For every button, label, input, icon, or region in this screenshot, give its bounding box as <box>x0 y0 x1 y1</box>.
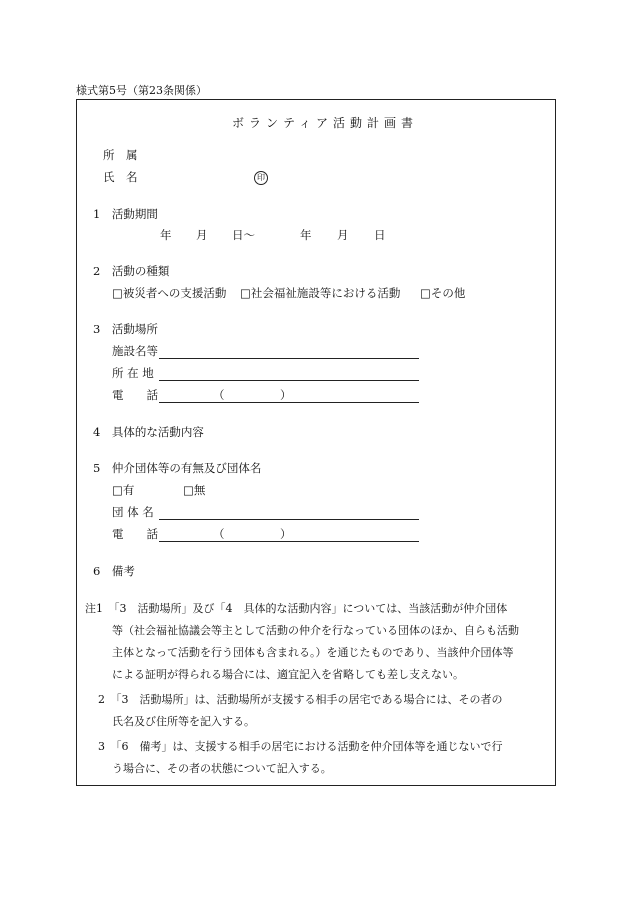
option-welfare-facility[interactable]: □社会福祉施設等における活動 <box>240 286 401 300</box>
note3-line2: う場合に、その者の状態について記入する。 <box>112 762 332 775</box>
option-other[interactable]: □その他 <box>420 286 466 300</box>
section3-heading: 3 活動場所 <box>93 322 158 336</box>
section5-heading: 5 仲介団体等の有無及び団体名 <box>93 461 262 475</box>
name-label: 氏 名 <box>103 170 138 184</box>
address-label: 所 在 地 <box>112 366 154 380</box>
date-month-1: 月 <box>196 228 208 242</box>
date-year-1: 年 <box>160 228 172 242</box>
affiliation-label: 所 属 <box>103 148 138 162</box>
seal-mark: 印 <box>254 171 268 185</box>
section4-heading: 4 具体的な活動内容 <box>93 425 204 439</box>
address-underline[interactable] <box>159 380 419 381</box>
phone-paren-close-1: ） <box>280 388 292 402</box>
note2-line1: 2 「3 活動場所」は、活動場所が支援する相手の居宅である場合には、その者の <box>98 693 503 706</box>
section2-heading: 2 活動の種類 <box>93 264 170 278</box>
phone-label-1: 電 話 <box>112 388 158 402</box>
note1-line1: 注1 「3 活動場所」及び「4 具体的な活動内容」については、当該活動が仲介団体 <box>85 602 508 615</box>
note1-line3: 主体となって活動を行う団体も含まれる。）を通じたものであり、当該仲介団体等 <box>112 646 514 659</box>
phone-paren-open-1: （ <box>213 388 225 402</box>
facility-label: 施設名等 <box>112 344 158 358</box>
date-month-2: 月 <box>337 228 349 242</box>
date-day-1: 日〜 <box>232 228 255 242</box>
org-label: 団 体 名 <box>112 505 154 519</box>
phone-underline-1[interactable] <box>159 402 419 403</box>
date-day-2: 日 <box>374 228 386 242</box>
form-frame <box>76 99 556 786</box>
option-yes[interactable]: □有 <box>112 483 135 497</box>
option-no[interactable]: □無 <box>183 483 206 497</box>
note1-line4: による証明が得られる場合には、適宜記入を省略しても差し支えない。 <box>112 668 464 681</box>
option-disaster-support[interactable]: □被災者への支援活動 <box>112 286 227 300</box>
section6-heading: 6 備考 <box>93 564 135 578</box>
section1-heading: 1 活動期間 <box>93 207 158 221</box>
phone-paren-close-2: ） <box>280 527 292 541</box>
facility-underline[interactable] <box>159 358 419 359</box>
phone-paren-open-2: （ <box>213 527 225 541</box>
form-title: ボランティア活動計画書 <box>232 116 419 130</box>
org-underline[interactable] <box>159 519 419 520</box>
phone-underline-2[interactable] <box>159 541 419 542</box>
note1-line2: 等（社会福祉協議会等主として活動の仲介を行なっている団体のほか、自らも活動 <box>112 624 519 637</box>
note2-line2: 氏名及び住所等を記入する。 <box>112 715 255 728</box>
phone-label-2: 電 話 <box>112 527 158 541</box>
note3-line1: 3 「6 備考」は、支援する相手の居宅における活動を仲介団体等を通じないで行 <box>98 740 503 753</box>
form-number: 様式第5号（第23条関係） <box>76 84 207 97</box>
date-year-2: 年 <box>300 228 312 242</box>
